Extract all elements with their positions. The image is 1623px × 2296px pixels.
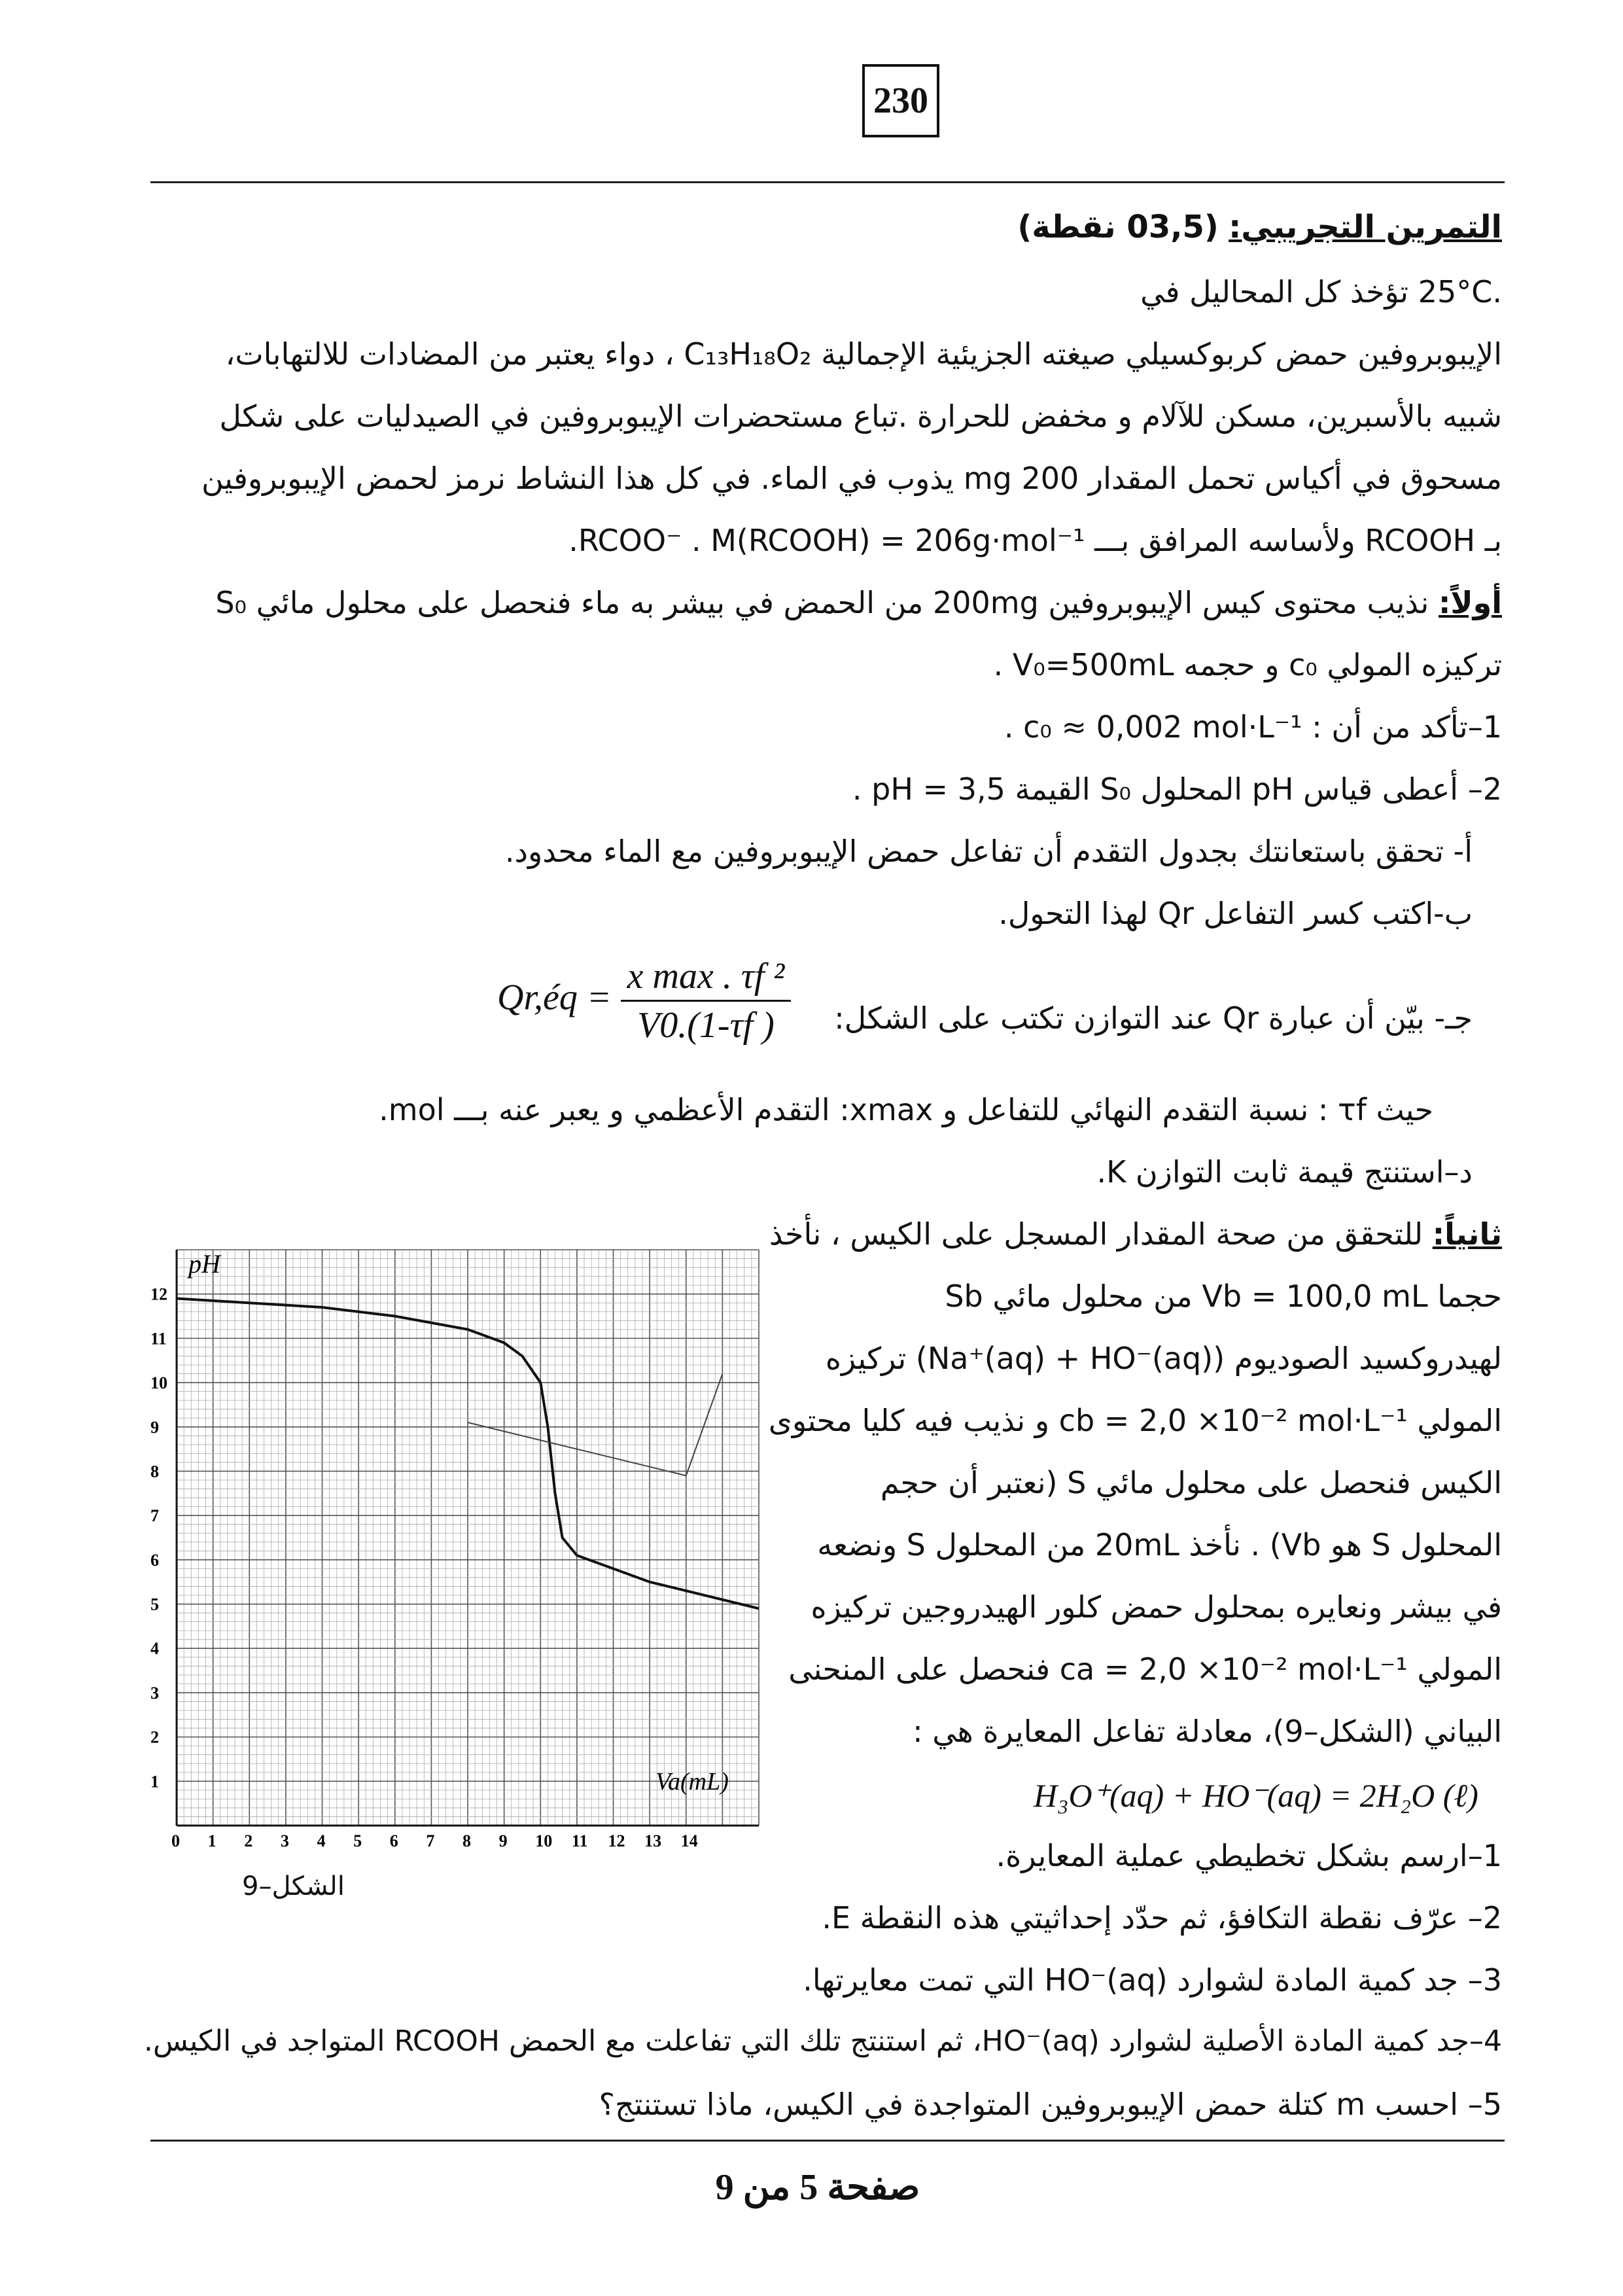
y-tick-label: 2 [150, 1727, 159, 1747]
part1-label: أولاً: [1438, 585, 1502, 620]
question-1-2d: د–استنتج قيمة ثابت التوازن K. [1096, 1154, 1473, 1190]
titration-chart [144, 1237, 765, 1858]
x-tick-label: 10 [535, 1831, 553, 1850]
question-2-2: 2– عرّف نقطة التكافؤ، ثم حدّد إحداثيتي هذه النقطة E. [822, 1900, 1502, 1935]
x-tick-label: 1 [207, 1831, 217, 1850]
x-tick-label: 12 [608, 1831, 625, 1850]
header-rule [150, 181, 1505, 183]
x-tick-label: 8 [462, 1831, 471, 1850]
chart-grid [177, 1250, 759, 1826]
question-1-2a: أ- تحقق باستعانتك بجدول التقدم أن تفاعل حمض الإيبوبروفين مع الماء محدود. [504, 834, 1473, 869]
part2-line-7: في بيشر ونعايره بمحلول حمض كلور الهيدروجين تركيزه [811, 1589, 1502, 1625]
part2-line-2: حجما Vb = 100,0 mL من محلول مائي Sb [945, 1279, 1502, 1314]
y-tick-label: 3 [150, 1683, 159, 1703]
x-tick-label: 11 [571, 1831, 588, 1850]
exercise-heading [1017, 209, 1502, 245]
y-tick-label: 6 [150, 1550, 159, 1570]
x-tick-label: 3 [280, 1831, 289, 1850]
question-2-3: 3– جد كمية المادة لشوارد HO⁻(aq) التي تمت معايرتها. [803, 1962, 1502, 1998]
question-1-2c-note: حيث τf : نسبة التقدم النهائي للتفاعل و xmax: التقدم الأعظمي و يعبر عنه بـــ mol. [379, 1092, 1433, 1127]
question-2-1: 1–ارسم بشكل تخطيطي عملية المعايرة. [996, 1838, 1502, 1873]
question-1-2: 2– أعطى قياس pH المحلول S₀ القيمة pH = 3,5 . [852, 771, 1502, 807]
y-tick-label: 7 [150, 1506, 159, 1526]
figure-caption: الشكل–9 [242, 1871, 345, 1901]
x-tick-label: 4 [317, 1831, 326, 1850]
x-tick-label: 14 [680, 1831, 698, 1850]
exercise-title: التمرين التجريبي: [1229, 209, 1502, 245]
formula-fraction [621, 955, 792, 1046]
exercise-points: (03,5 نقطة) [1017, 209, 1219, 245]
part2-line-6: المحلول S هو Vb) . نأخذ 20mL من المحلول S ونضعه [817, 1527, 1502, 1563]
part2-line-1 [769, 1217, 1502, 1252]
y-tick-label: 12 [150, 1284, 167, 1304]
y-tick-label: 10 [150, 1373, 167, 1393]
y-tick-label: 9 [150, 1417, 159, 1437]
part2-text-1: للتحقق من صحة المقدار المسجل على الكيس ، نأخذ [769, 1216, 1423, 1252]
part1-text-1: نذيب محتوى كيس الإيبوبروفين 200mg من الحمض في بيشر به ماء فنحصل على محلول مائي S₀ [215, 585, 1429, 620]
y-tick-label: 5 [150, 1595, 159, 1614]
question-1-1: 1–تأكد من أن : c₀ ≈ 0,002 mol·L⁻¹ . [1003, 709, 1502, 745]
intro-line-3: شبيه بالأسبرين، مسكن للآلام و مخفض للحرارة .تباع مستحضرات الإيبوبروفين في الصيدليات على شكل [219, 398, 1502, 434]
x-tick-label: 0 [171, 1831, 180, 1850]
y-tick-label: 4 [150, 1639, 159, 1659]
tangent-line [686, 1374, 723, 1476]
x-axis-label: Va(mL) [655, 1768, 729, 1795]
x-tick-label: 2 [244, 1831, 253, 1850]
intro-line-1: .25°C تؤخذ كل المحاليل في [1140, 274, 1502, 309]
intro-line-2: الإيبوبروفين حمض كربوكسيلي صيغته الجزيئية الإجمالية C₁₃H₁₈O₂ ، دواء يعتبر من المضادات للالتهابات، [225, 336, 1502, 372]
titration-equation: H₃O⁺(aq) + HO⁻(aq) = 2H₂O (ℓ) [1034, 1777, 1478, 1814]
part2-line-5: الكيس فنحصل على محلول مائي S (نعتبر أن حجم [880, 1465, 1502, 1500]
page-number: 230 [862, 64, 939, 137]
formula-denominator: V0.(1-τf ) [637, 1005, 775, 1046]
formula-numerator: x max . τf ² [621, 955, 792, 1002]
part2-line-8: المولي ca = 2,0 ×10⁻² mol·L⁻¹ فنحصل على المنحنى [788, 1651, 1502, 1687]
question-2-5: 5– احسب m كتلة حمض الإيبوبروفين المتواجدة في الكيس، ماذا تستنتج؟ [599, 2087, 1502, 2122]
y-axis-label: pH [188, 1249, 220, 1279]
page-footer: صفحة 5 من 9 [715, 2167, 920, 2208]
part2-line-3: لهيدروكسيد الصوديوم (Na⁺(aq) + HO⁻(aq)) تركيزه [825, 1341, 1502, 1376]
part1-line-2: تركيزه المولي c₀ و حجمه V₀=500mL . [993, 647, 1502, 682]
question-1-2b: ب-اكتب كسر التفاعل Qr لهذا التحول. [998, 896, 1473, 931]
part2-label: ثانياً: [1432, 1216, 1502, 1252]
x-tick-label: 6 [389, 1831, 398, 1850]
y-tick-label: 11 [150, 1329, 167, 1349]
x-tick-label: 5 [353, 1831, 362, 1850]
formula-lhs: Qr,éq = [497, 977, 612, 1018]
y-tick-label: 1 [150, 1772, 159, 1792]
x-tick-label: 7 [426, 1831, 435, 1850]
equilibrium-formula [497, 955, 791, 1046]
x-tick-label: 9 [498, 1831, 508, 1850]
intro-line-5: بـ RCOOH ولأساسه المرافق بـــ RCOO⁻ . M(RCOOH) = 206g·mol⁻¹. [568, 523, 1502, 558]
question-2-4: 4–جد كمية المادة الأصلية لشوارد HO⁻(aq)، ثم استنتج تلك التي تفاعلت مع الحمض RCOOH المتواجد في الكيس. [143, 2024, 1502, 2058]
part1-line-1 [164, 586, 1502, 620]
intro-line-4: مسحوق في أكياس تحمل المقدار 200 mg يذوب في الماء. في كل هذا النشاط نرمز لحمض الإيبوبروفين [201, 461, 1502, 496]
question-1-2c: جـ- بيّن أن عبارة Qr عند التوازن تكتب على الشكل: [834, 1000, 1473, 1036]
part2-line-4: المولي cb = 2,0 ×10⁻² mol·L⁻¹ و نذيب فيه كليا محتوى [768, 1403, 1502, 1438]
x-tick-label: 13 [644, 1831, 662, 1850]
footer-rule [150, 2140, 1505, 2142]
part2-line-9: البياني (الشكل–9)، معادلة تفاعل المعايرة هي : [913, 1714, 1502, 1749]
y-tick-label: 8 [150, 1462, 159, 1481]
